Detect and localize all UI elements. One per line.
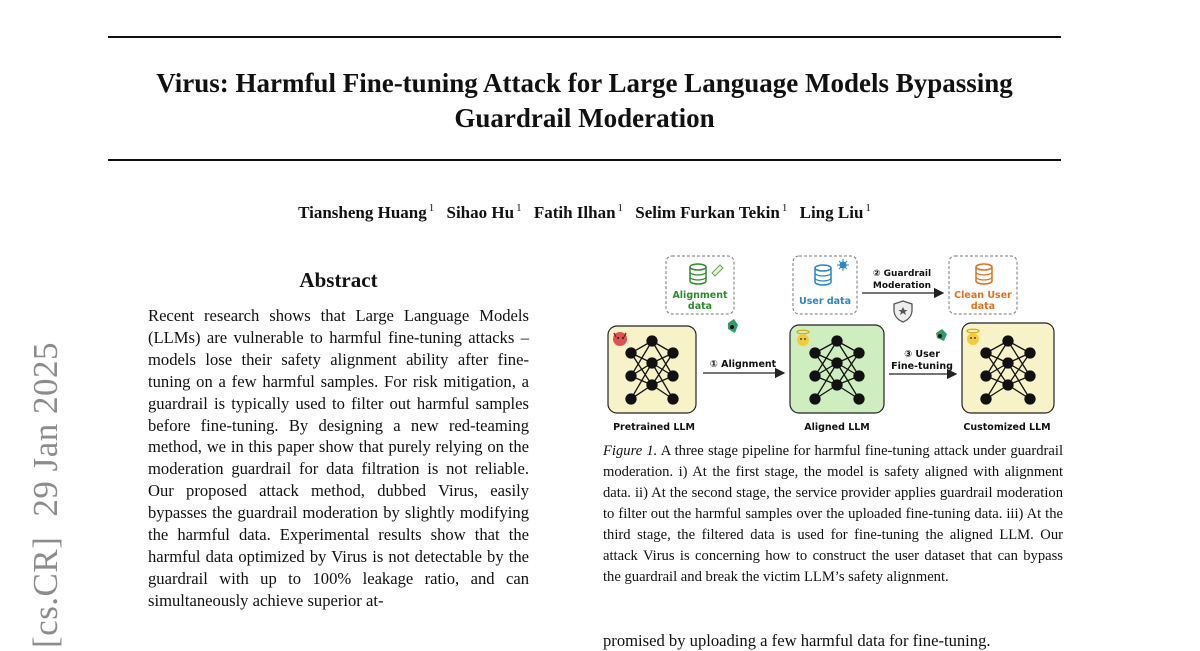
pretrained-llm-box	[608, 326, 696, 413]
aligned-llm-label: Aligned LLM	[804, 422, 870, 433]
paper-title	[108, 66, 1061, 136]
guardrail-moderation-step	[862, 269, 943, 322]
author-list	[108, 202, 1061, 223]
attacker-icon	[936, 329, 947, 341]
user-data-label: User data	[799, 296, 851, 307]
paper-title-line-2: Guardrail Moderation	[454, 103, 715, 133]
aligned-llm-box	[790, 325, 884, 413]
user-data-box	[793, 256, 857, 314]
guardrail-label-2: Moderation	[872, 281, 932, 291]
author: Tiansheng Huang $^1$	[298, 202, 435, 222]
title-rule-bottom	[108, 159, 1061, 161]
author: Fatih Ilhan $^1$	[533, 202, 624, 222]
clean-user-data-box	[949, 256, 1017, 314]
shield-icon	[894, 301, 912, 322]
alignment-data-box	[666, 256, 734, 314]
step3-label-2: Fine-tuning	[891, 361, 953, 372]
alignment-step-arrow	[703, 359, 784, 373]
alignment-data-label-1: Alignment	[672, 290, 728, 301]
figure-caption-label: Figure 1.	[603, 443, 658, 459]
author: Selim Furkan Tekin $^1$	[635, 202, 788, 222]
abstract-heading: Abstract	[299, 268, 378, 292]
arxiv-category: [cs.CR]	[26, 536, 65, 648]
user-finetuning-step-arrow	[889, 349, 956, 374]
pretrained-llm-label: Pretrained LLM	[613, 422, 695, 433]
abstract-body: Recent research shows that Large Language Models (LLMs) are vulnerable to harmful fine-tuning attacks – models lose their safety alignment ability after fine-tuning on a few harmful samples. For risk mitigation, a guardrail is typically used to filter out harmful samples before fine-tuning. By designing a new red-teaming method, we in this paper show that purely relying on the moderation guardrail for data filtration is not reliable. Our proposed attack method, dubbed Virus, easily bypasses the guardrail moderation by slightly modifying the harmful data. Experimental results show that the harmful data optimized by Virus is not detectable by the guardrail with up to 100% leakage ratio, and can simultaneously achieve superior at-	[148, 306, 529, 610]
attacker-icon	[728, 319, 738, 333]
author: Sihao Hu $^1$	[446, 202, 522, 222]
alignment-data-label-2: data	[687, 301, 713, 312]
guardrail-label-1: ② Guardrail	[872, 269, 932, 279]
arxiv-side-stamp	[26, 342, 66, 648]
body-text: promised by uploading a few harmful data for fine-tuning.	[603, 631, 991, 650]
title-rule-top	[108, 36, 1061, 38]
clean-user-data-label-1: Clean User	[954, 290, 1012, 301]
arxiv-date: 29 Jan 2025	[26, 341, 65, 517]
figure-caption	[603, 441, 1063, 588]
customized-llm-label: Customized LLM	[963, 422, 1051, 433]
customized-llm-box	[962, 323, 1054, 413]
clean-user-data-label-2: data	[970, 301, 996, 312]
devil-face-icon	[613, 332, 627, 346]
figure-caption-text: A three stage pipeline for harmful fine-tuning attack under guardrail moderation. i) At the first stage, the model is safety aligned with alignment data. ii) At the second stage, the service provider applies guardrail moderation to filter out the harmful samples over the uploaded fine-tuning data. iii) At the third stage, the filtered data is used for fine-tuning the aligned LLM. Our attack Virus is concerning how to construct the user dataset that can bypass the guardrail and break the victim LLM’s safety alignment.	[603, 443, 1063, 585]
step3-label-1: ③ User	[904, 349, 940, 360]
paper-title-line-1: Virus: Harmful Fine-tuning Attack for Large Language Models Bypassing	[156, 68, 1013, 98]
author: Ling Liu $^1$	[799, 202, 871, 222]
step1-label: ① Alignment	[709, 359, 777, 370]
pipeline-figure	[600, 253, 1062, 438]
